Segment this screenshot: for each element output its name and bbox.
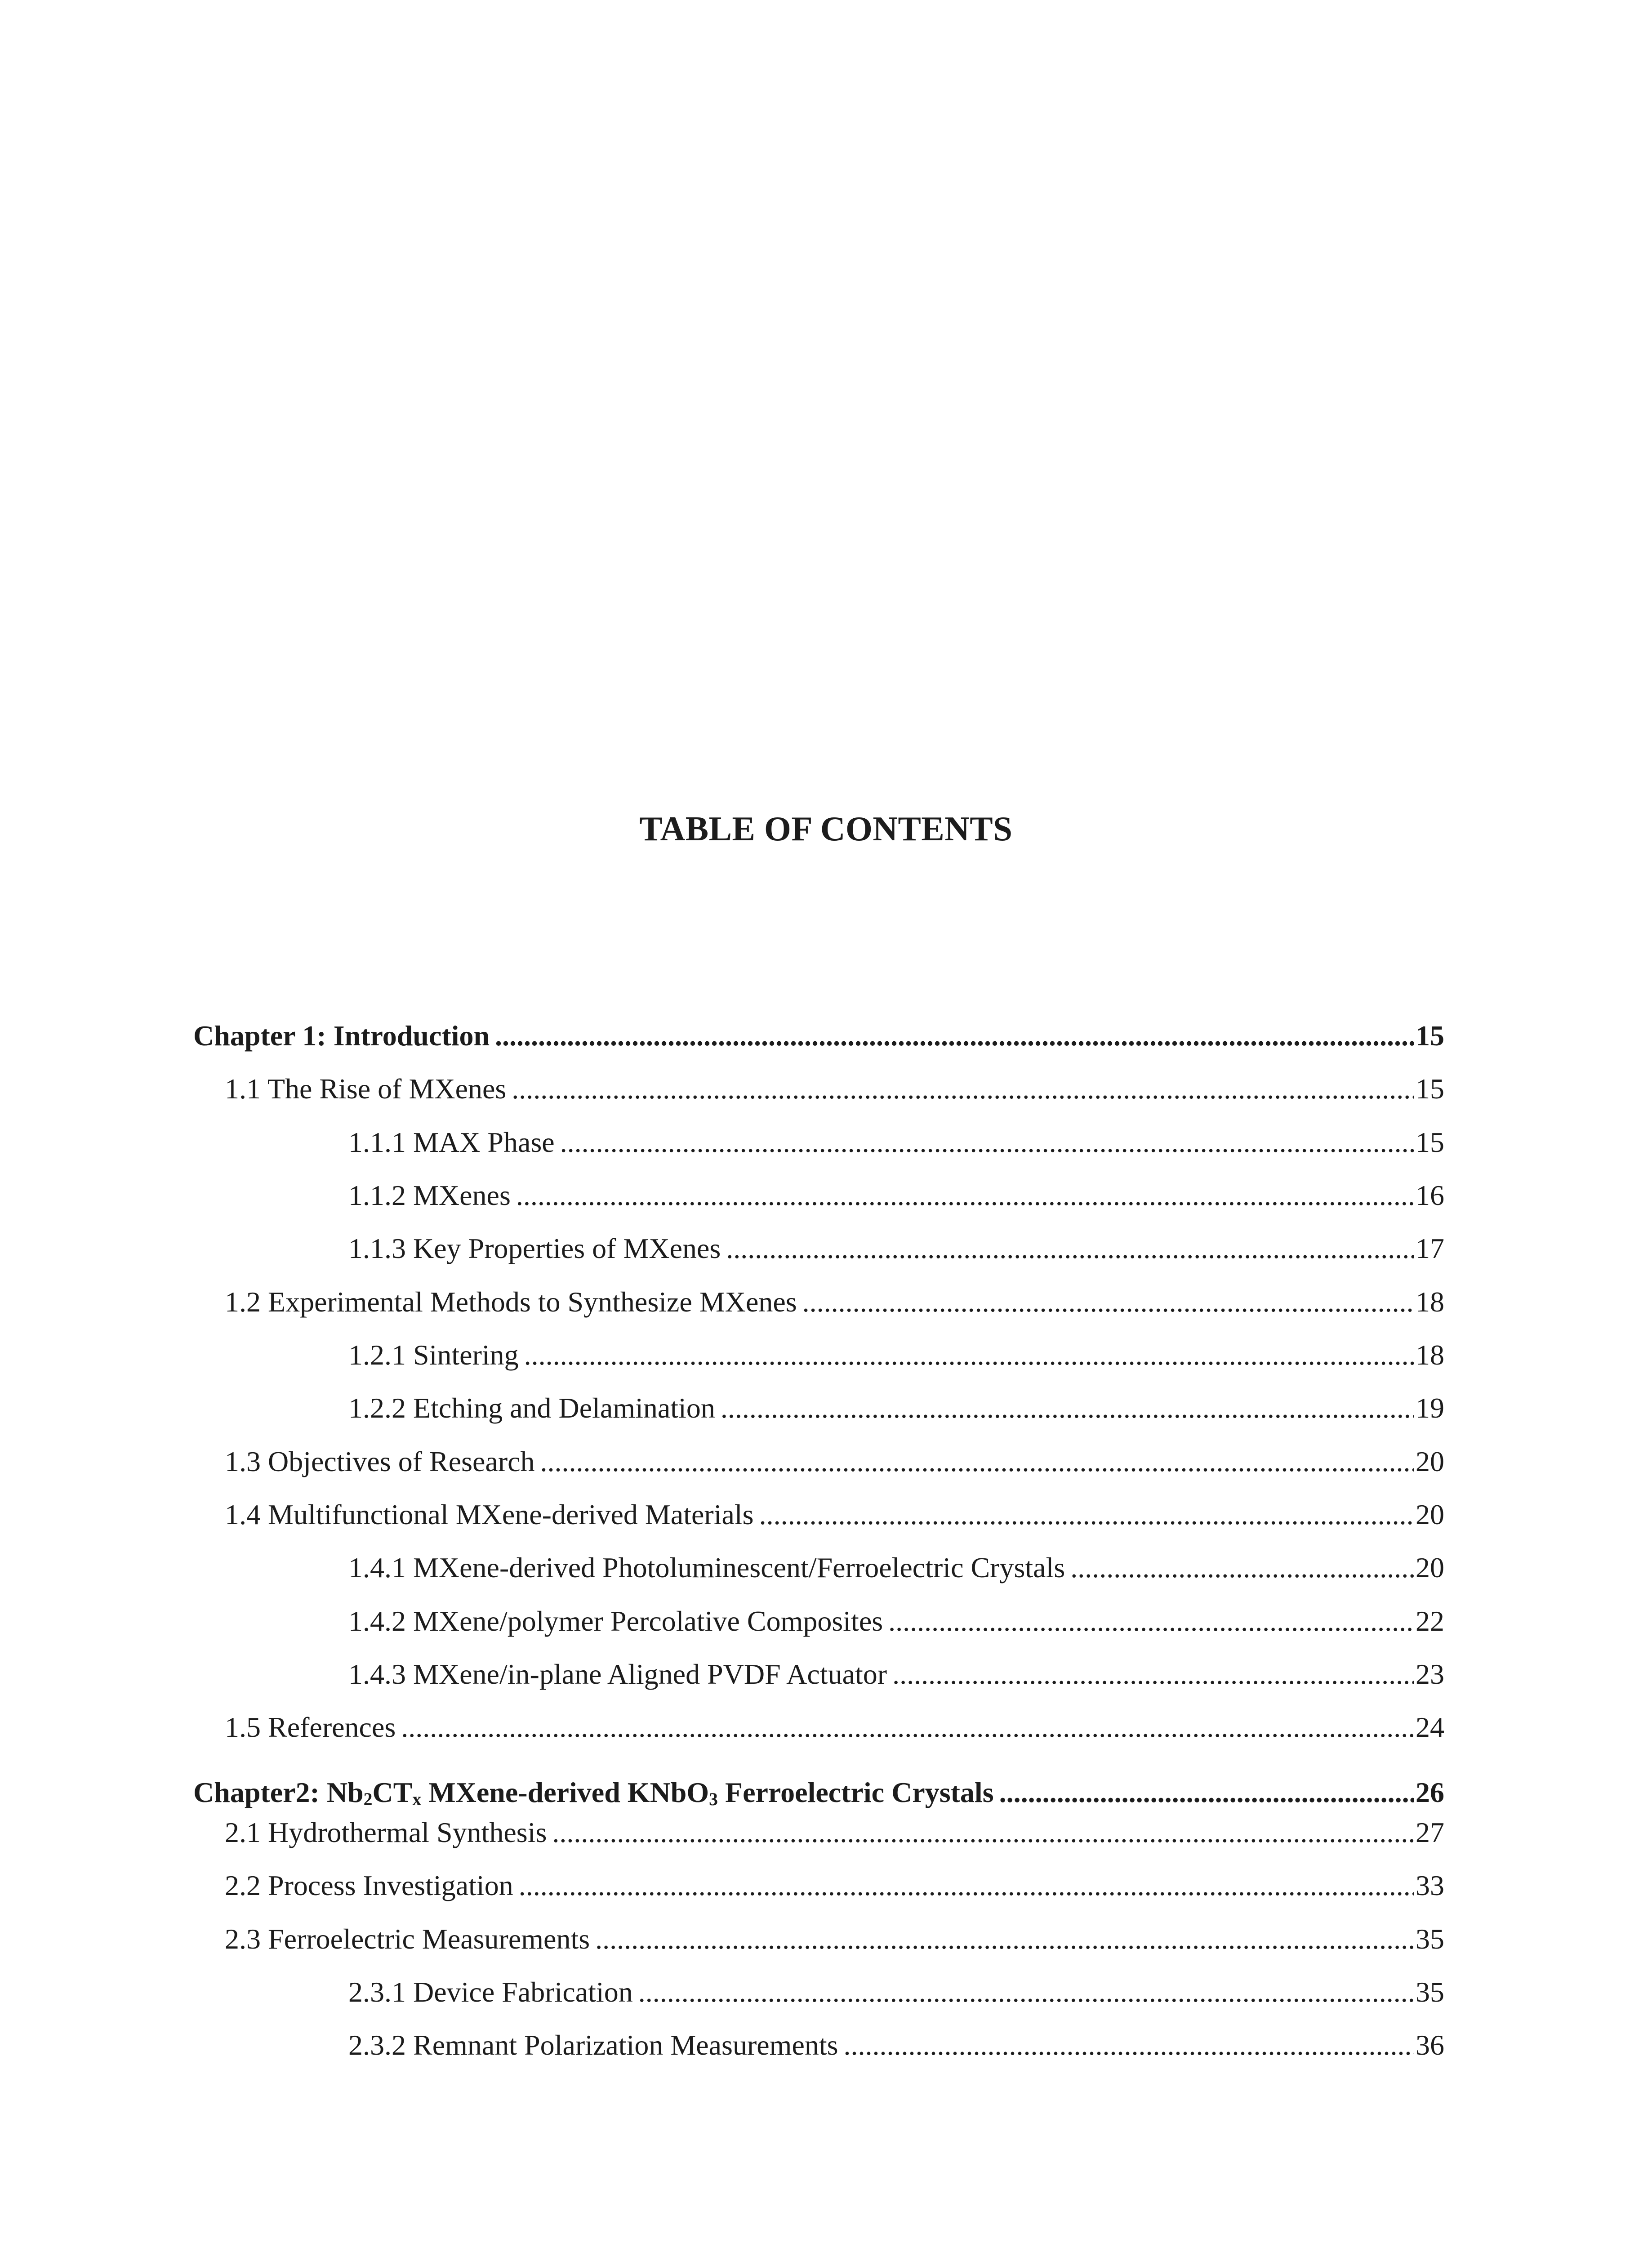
dot-leader xyxy=(759,1500,1414,1529)
toc-page-number: 33 xyxy=(1416,1869,1444,1901)
toc-entry-label: 2.3.2 Remnant Polarization Measurements xyxy=(348,2029,838,2061)
dot-leader xyxy=(595,1925,1414,1954)
toc-entry-label: 1.4.2 MXene/polymer Percolative Composites xyxy=(348,1605,883,1637)
toc-entry-2-3-1[interactable] xyxy=(348,1978,1444,2007)
toc-entry-1-4-3[interactable] xyxy=(348,1660,1444,1689)
toc-entry-chapter-1[interactable] xyxy=(193,1021,1444,1050)
toc-page-number: 18 xyxy=(1416,1286,1444,1318)
toc-entry-label: 1.4 Multifunctional MXene-derived Materials xyxy=(225,1499,754,1530)
toc-entry-chapter-2[interactable] xyxy=(193,1776,1444,1810)
toc-page-number: 35 xyxy=(1416,1976,1444,2008)
toc-entry-1-4[interactable] xyxy=(225,1500,1444,1529)
toc-entry-1-1-3[interactable] xyxy=(348,1234,1444,1263)
toc-entry-1-2-1[interactable] xyxy=(348,1341,1444,1369)
toc-page-number: 16 xyxy=(1416,1179,1444,1211)
toc-entry-label: 2.3.1 Device Fabrication xyxy=(348,1976,633,2008)
dot-leader xyxy=(721,1394,1414,1423)
toc-page-number: 20 xyxy=(1416,1499,1444,1530)
toc-entry-label: Chapter 1: Introduction xyxy=(193,1020,490,1052)
toc-entry-label: 1.1 The Rise of MXenes xyxy=(225,1073,507,1105)
dot-leader xyxy=(638,1978,1414,2007)
dot-leader xyxy=(495,1021,1414,1050)
toc-page-number: 15 xyxy=(1416,1126,1444,1158)
toc-page-number: 27 xyxy=(1416,1816,1444,1848)
toc-entry-1-1-1[interactable] xyxy=(348,1128,1444,1157)
toc-entry-label: 2.3 Ferroelectric Measurements xyxy=(225,1923,590,1955)
subscript: 2 xyxy=(363,1789,373,1810)
dot-leader xyxy=(802,1288,1414,1316)
toc-entry-1-1[interactable] xyxy=(225,1075,1444,1103)
toc-entry-label: 1.1.3 Key Properties of MXenes xyxy=(348,1232,721,1264)
subscript: x xyxy=(412,1789,422,1810)
subscript: 3 xyxy=(709,1789,718,1810)
toc-entry-2-3-2[interactable] xyxy=(348,2031,1444,2060)
toc-entry-1-2[interactable] xyxy=(225,1288,1444,1316)
toc-entry-label xyxy=(193,1776,994,1810)
toc-page-number: 17 xyxy=(1416,1232,1444,1264)
dot-leader xyxy=(519,1871,1414,1900)
toc-page-number: 20 xyxy=(1416,1552,1444,1583)
toc-entry-label: 1.1.1 MAX Phase xyxy=(348,1126,555,1158)
label-part: Ferroelectric Crystals xyxy=(718,1776,994,1808)
dot-leader xyxy=(999,1778,1414,1807)
dot-leader xyxy=(401,1713,1414,1742)
toc-page-number: 35 xyxy=(1416,1923,1444,1955)
label-part: Chapter2: Nb xyxy=(193,1776,364,1808)
toc-page-number: 19 xyxy=(1416,1392,1444,1424)
toc-entry-label: 2.2 Process Investigation xyxy=(225,1869,513,1901)
toc-entry-label: 1.2.1 Sintering xyxy=(348,1339,519,1371)
dot-leader xyxy=(524,1341,1414,1369)
toc-entry-label: 1.4.3 MXene/in-plane Aligned PVDF Actuator xyxy=(348,1658,887,1690)
toc-entry-2-3[interactable] xyxy=(225,1925,1444,1954)
toc-page-number: 15 xyxy=(1416,1073,1444,1105)
toc-page-number: 24 xyxy=(1416,1711,1444,1743)
toc-page-number: 15 xyxy=(1416,1020,1444,1052)
toc-entry-2-2[interactable] xyxy=(225,1871,1444,1900)
toc-entry-1-4-1[interactable] xyxy=(348,1553,1444,1582)
toc-entry-1-1-2[interactable] xyxy=(348,1181,1444,1210)
page-title: TABLE OF CONTENTS xyxy=(639,809,1013,848)
toc-entry-1-5[interactable] xyxy=(225,1713,1444,1742)
toc-entry-label: 1.5 References xyxy=(225,1711,396,1743)
toc-entry-1-4-2[interactable] xyxy=(348,1607,1444,1636)
dot-leader xyxy=(512,1075,1414,1103)
dot-leader xyxy=(540,1447,1414,1476)
dot-leader xyxy=(726,1234,1414,1263)
toc-entry-label: 2.1 Hydrothermal Synthesis xyxy=(225,1816,547,1848)
dot-leader xyxy=(552,1818,1414,1847)
dot-leader xyxy=(844,2031,1414,2060)
dot-leader xyxy=(516,1181,1414,1210)
dot-leader xyxy=(560,1128,1414,1157)
toc-page-number: 36 xyxy=(1416,2029,1444,2061)
dot-leader xyxy=(1070,1553,1414,1582)
toc-page-number: 20 xyxy=(1416,1445,1444,1477)
toc-entry-label: 1.1.2 MXenes xyxy=(348,1179,511,1211)
toc-page-number: 18 xyxy=(1416,1339,1444,1371)
toc-entry-2-1[interactable] xyxy=(225,1818,1444,1847)
label-part: MXene-derived KNbO xyxy=(421,1776,709,1808)
toc-entry-label: 1.4.1 MXene-derived Photoluminescent/Ferroelectric Crystals xyxy=(348,1552,1065,1583)
dot-leader xyxy=(892,1660,1414,1689)
toc-entry-1-3[interactable] xyxy=(225,1447,1444,1476)
toc-page-number: 22 xyxy=(1416,1605,1444,1637)
toc-entry-label: 1.2.2 Etching and Delamination xyxy=(348,1392,715,1424)
dot-leader xyxy=(888,1607,1414,1636)
label-part: CT xyxy=(372,1776,413,1808)
toc-entry-label: 1.3 Objectives of Research xyxy=(225,1445,535,1477)
toc-page-number: 26 xyxy=(1416,1776,1444,1808)
toc-page-number: 23 xyxy=(1416,1658,1444,1690)
toc-entry-1-2-2[interactable] xyxy=(348,1394,1444,1423)
toc-entry-label: 1.2 Experimental Methods to Synthesize MXenes xyxy=(225,1286,797,1318)
